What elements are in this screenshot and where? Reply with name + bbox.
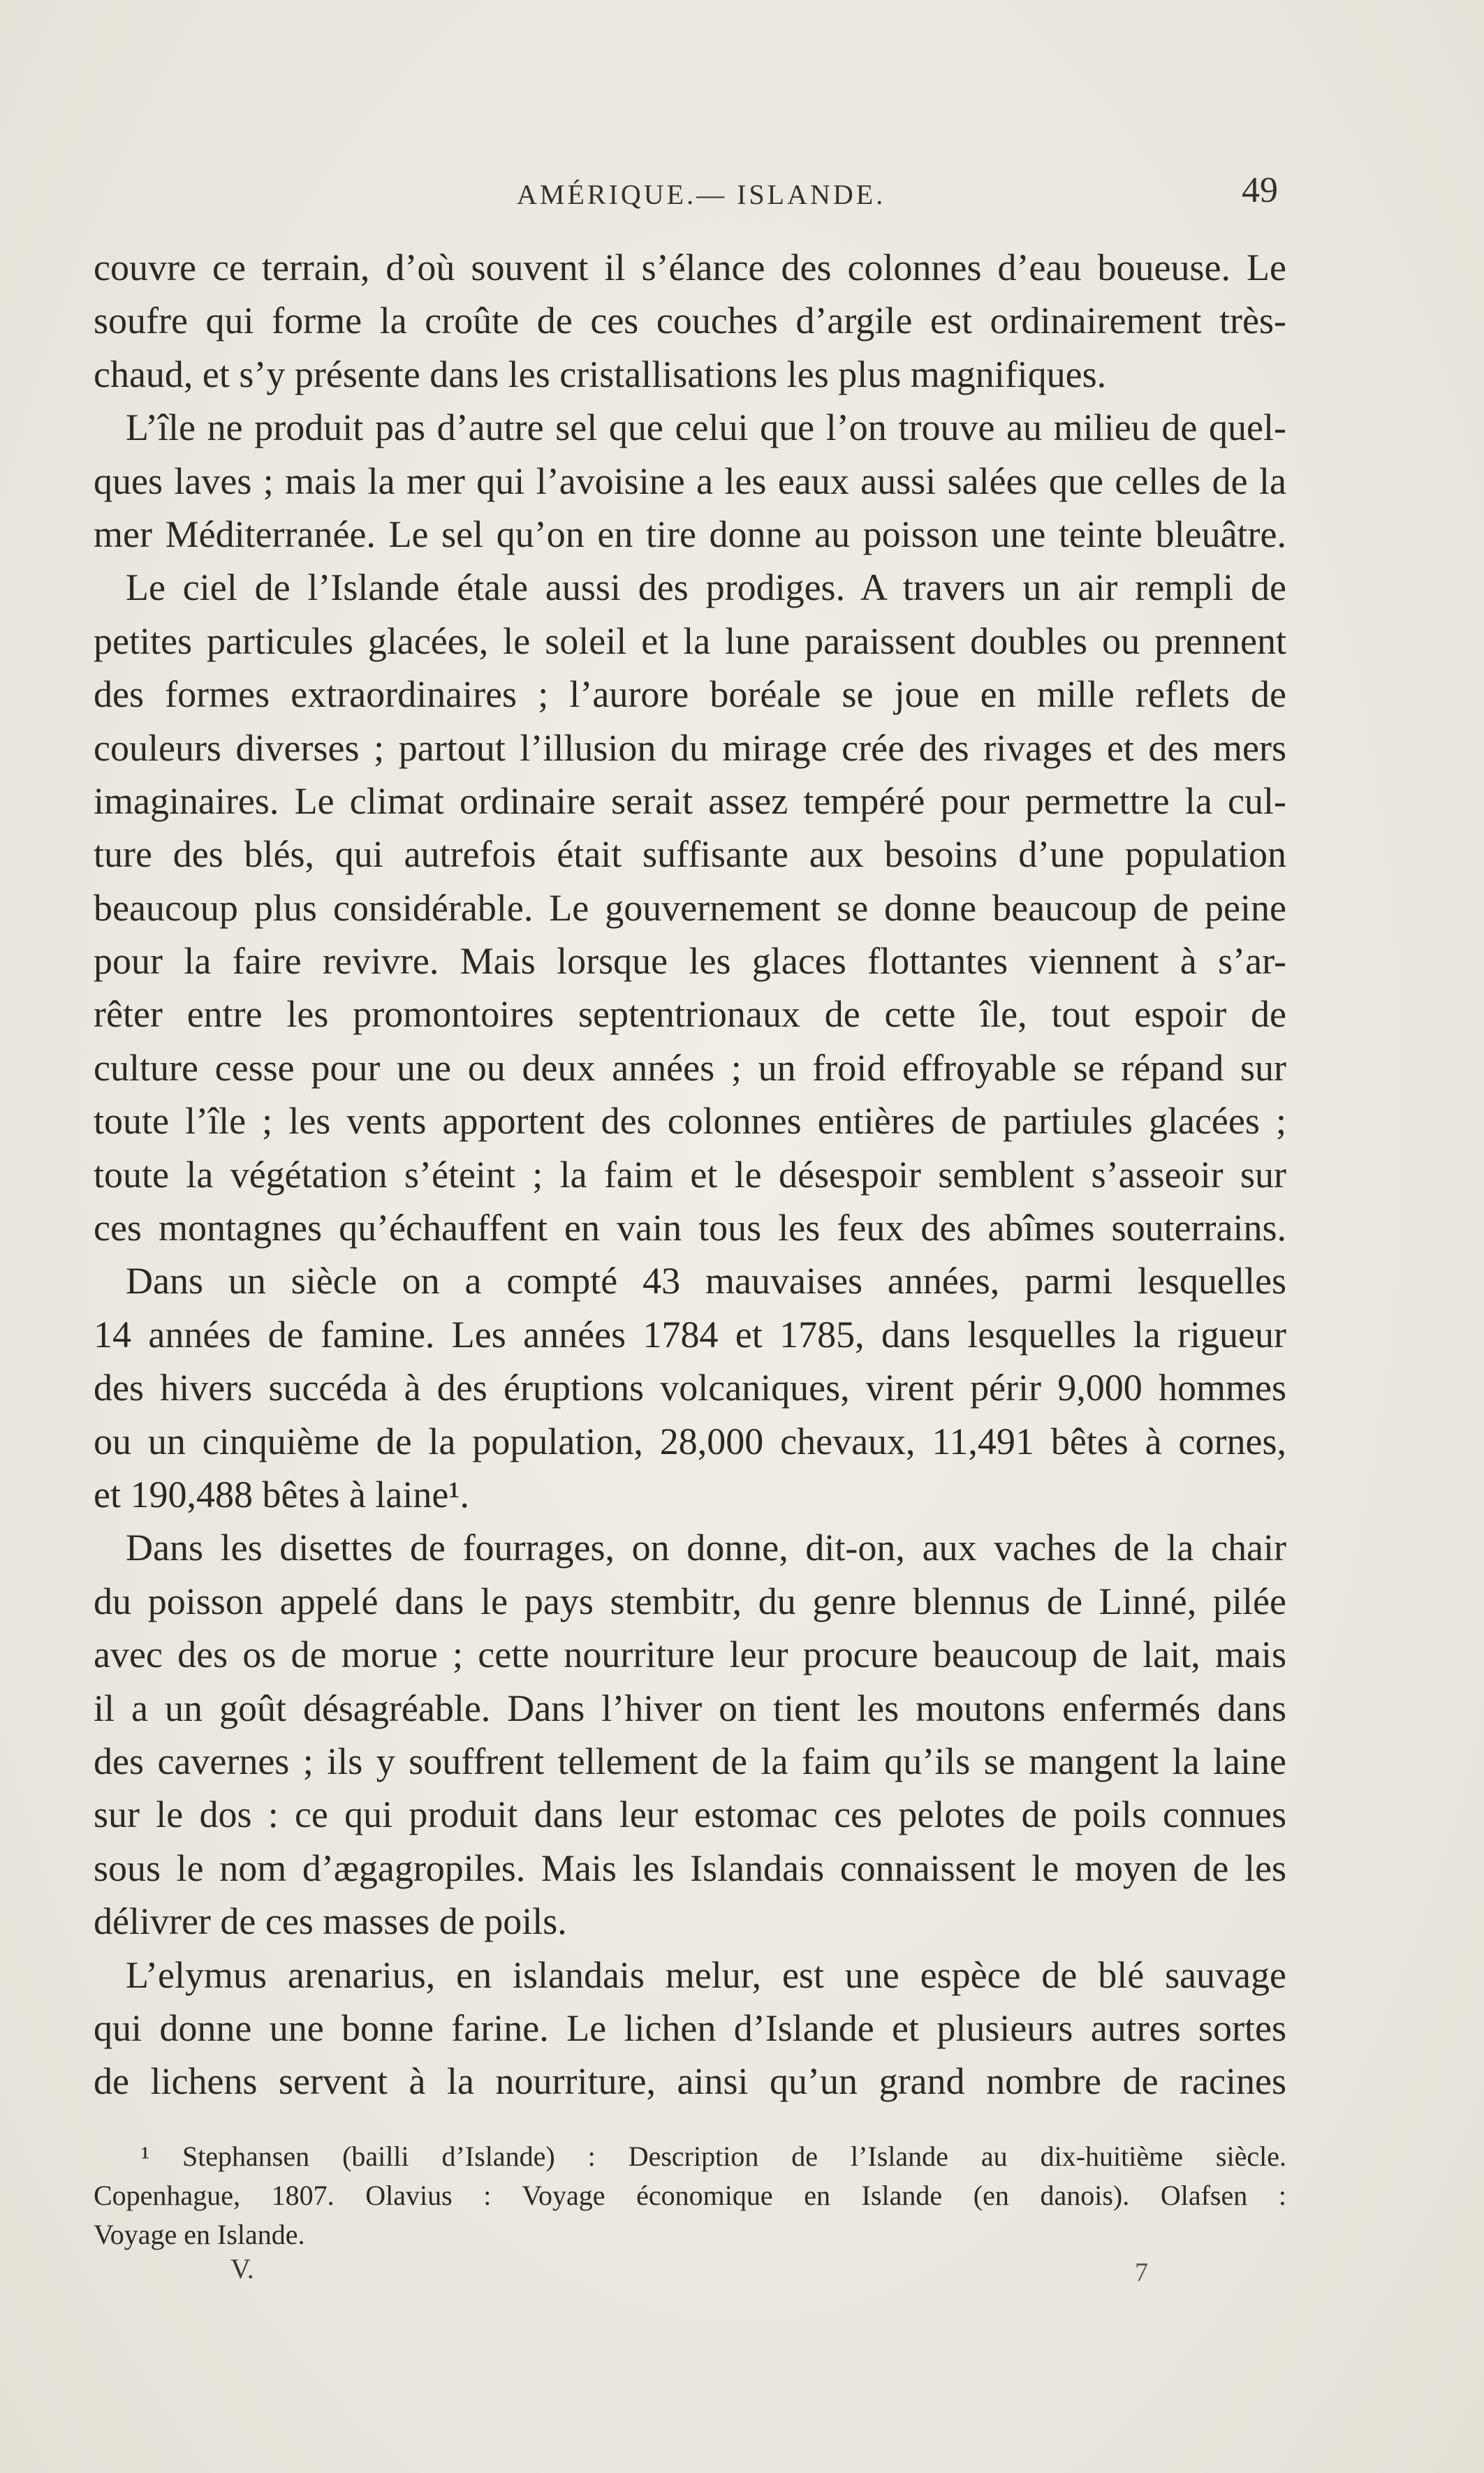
text-line: ques laves ; mais la mer qui l’avoisine a les eaux aussi salées que celles de la [94, 460, 1286, 502]
text-line: des hivers succéda à des éruptions volcaniques, virent périr 9,000 hommes [94, 1367, 1286, 1409]
page-number: 49 [1242, 170, 1278, 210]
footnote-line: ¹ Stephansen (bailli d’Islande) : Description de l’Islande au dix-huitième siècle. [141, 2141, 1286, 2172]
text-line: Le ciel de l’Islande étale aussi des prodiges. A travers un air rempli de [126, 566, 1286, 609]
text-line: couleurs diverses ; partout l’illusion du mirage crée des rivages et des mers [94, 726, 1286, 769]
text-line: 14 années de famine. Les années 1784 et 1785, dans lesquelles la rigueur [94, 1313, 1286, 1356]
text-line: avec des os de morue ; cette nourriture leur procure beaucoup de lait, mais [94, 1634, 1286, 1676]
text-line: beaucoup plus considérable. Le gouvernement se donne beaucoup de peine [94, 886, 1286, 929]
text-line: délivrer de ces masses de poils. [94, 1900, 567, 1943]
text-line: toute l’île ; les vents apportent des colonnes entières de partiules glacées ; [94, 1100, 1286, 1143]
text-line: L’île ne produit pas d’autre sel que celui que l’on trouve au milieu de quel- [126, 406, 1286, 449]
text-line: il a un goût désagréable. Dans l’hiver on tient les moutons enfermés dans [94, 1687, 1286, 1729]
text-line: sous le nom d’ægagropiles. Mais les Islandais connaissent le moyen de les [94, 1847, 1286, 1889]
footnote-line: Voyage en Islande. [94, 2219, 305, 2250]
text-line: Dans les disettes de fourrages, on donne, dit-on, aux vaches de la chair [126, 1527, 1286, 1569]
text-line: des formes extraordinaires ; l’aurore boréale se joue en mille reflets de [94, 673, 1286, 716]
text-line: mer Méditerranée. Le sel qu’on en tire donne au poisson une teinte bleuâtre. [94, 513, 1286, 555]
text-line: pour la faire revivre. Mais lorsque les glaces flottantes viennent à s’ar- [94, 940, 1286, 983]
footnote-line: Copenhague, 1807. Olavius : Voyage économique en Islande (en danois). Olafsen : [94, 2180, 1286, 2211]
text-line: L’elymus arenarius, en islandais melur, est une espèce de blé sauvage [126, 1953, 1286, 1996]
text-line: ces montagnes qu’échauffent en vain tous les feux des abîmes souterrains. [94, 1207, 1286, 1249]
text-line: du poisson appelé dans le pays stembitr, du genre blennus de Linné, pilée [94, 1580, 1286, 1622]
text-line: imaginaires. Le climat ordinaire serait assez tempéré pour permettre la cul- [94, 779, 1286, 822]
text-line: toute la végétation s’éteint ; la faim et le désespoir semblent s’asseoir sur [94, 1153, 1286, 1196]
text-line: Dans un siècle on a compté 43 mauvaises années, parmi lesquelles [126, 1260, 1286, 1302]
text-line: sur le dos : ce qui produit dans leur estomac ces pelotes de poils connues [94, 1793, 1286, 1836]
footnotes [94, 2137, 1286, 2254]
body-text [94, 241, 1286, 2108]
text-line: culture cesse pour une ou deux années ; un froid effroyable se répand sur [94, 1046, 1286, 1089]
text-line: chaud, et s’y présente dans les cristallisations les plus magnifiques. [94, 353, 1107, 395]
text-line: ture des blés, qui autrefois était suffisante aux besoins d’une population [94, 833, 1286, 876]
running-head: AMÉRIQUE.— ISLANDE. [517, 179, 886, 210]
text-line: des cavernes ; ils y souffrent tellement de la faim qu’ils se mangent la laine [94, 1740, 1286, 1782]
signature-mark: V. [230, 2253, 254, 2284]
text-line: et 190,488 bêtes à laine¹. [94, 1473, 470, 1516]
page-mark: 7 [1135, 2258, 1148, 2287]
text-line: rêter entre les promontoires septentrionaux de cette île, tout espoir de [94, 993, 1286, 1036]
text-line: ou un cinquième de la population, 28,000 chevaux, 11,491 bêtes à cornes, [94, 1420, 1286, 1462]
text-line: petites particules glacées, le soleil et la lune paraissent doubles ou prennent [94, 619, 1286, 662]
text-line: de lichens servent à la nourriture, ainsi qu’un grand nombre de racines [94, 2060, 1286, 2103]
text-line: soufre qui forme la croûte de ces couches d’argile est ordinairement très- [94, 300, 1286, 342]
text-line: qui donne une bonne farine. Le lichen d’Islande et plusieurs autres sortes [94, 2006, 1286, 2049]
text-line: couvre ce terrain, d’où souvent il s’élance des colonnes d’eau boueuse. Le [94, 247, 1286, 288]
